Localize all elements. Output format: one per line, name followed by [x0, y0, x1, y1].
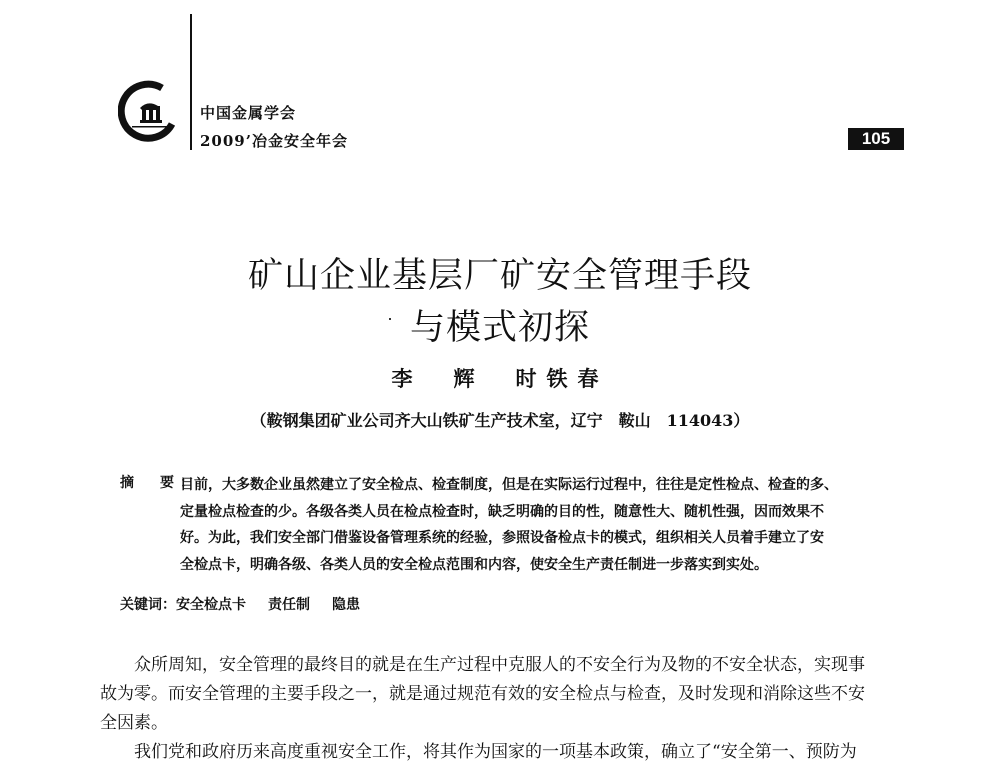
paper-title-line-1: 矿山企业基层厂矿安全管理手段 [247, 256, 752, 296]
keywords [120, 594, 382, 614]
abstract-line: 定量检点检查的少。各级各类人员在检点检查时，缺乏明确的目的性，随意性大、随机性强，因而效果不 [180, 503, 824, 520]
affiliation: （鞍钢集团矿业公司齐大山铁矿生产技术室，辽宁 鞍山 114043） [250, 411, 750, 430]
society-logo [118, 80, 180, 142]
abstract-line: 好。为此，我们安全部门借鉴设备管理系统的经验，参照设备检点卡的模式，组织相关人员着手建立了安 [180, 530, 824, 546]
abstract-text [180, 472, 896, 578]
body-line: 我们党和政府历来高度重视安全工作，将其作为国家的一项基本政策，确立了“安全第一、预防为 [100, 742, 857, 762]
body-text [100, 651, 910, 767]
header-divider [190, 14, 192, 150]
keyword: 安全检点卡 [176, 597, 246, 613]
abstract-label: 摘 要： [120, 475, 200, 491]
conference-name: 2009’冶金安全年会 [200, 132, 348, 150]
organization-name: 中国金属学会 [200, 104, 297, 122]
keywords-label: 关键词： [120, 597, 176, 613]
body-line: 故为零。而安全管理的主要手段之一，就是通过规范有效的安全检点与检查，及时发现和消除这些不安 [100, 684, 865, 704]
keyword: 隐患 [332, 597, 360, 613]
abstract-line: 全检点卡，明确各级、各类人员的安全检点范围和内容，使安全生产责任制进一步落实到实处。 [180, 556, 768, 573]
body-line: 全因素。 [100, 713, 168, 733]
authors: 李 辉 时铁春 [391, 366, 609, 391]
keyword: 责任制 [268, 597, 310, 613]
abstract-line: 目前，大多数企业虽然建立了安全检点、检查制度，但是在实际运行过程中，往往是定性检点、检查的多、 [180, 477, 838, 493]
body-line: 众所周知，安全管理的最终目的就是在生产过程中克服人的不安全行为及物的不安全状态，实现事 [100, 655, 865, 675]
paper-title-line-2: 与模式初探 [409, 308, 590, 348]
page-number: 105 [848, 128, 904, 150]
